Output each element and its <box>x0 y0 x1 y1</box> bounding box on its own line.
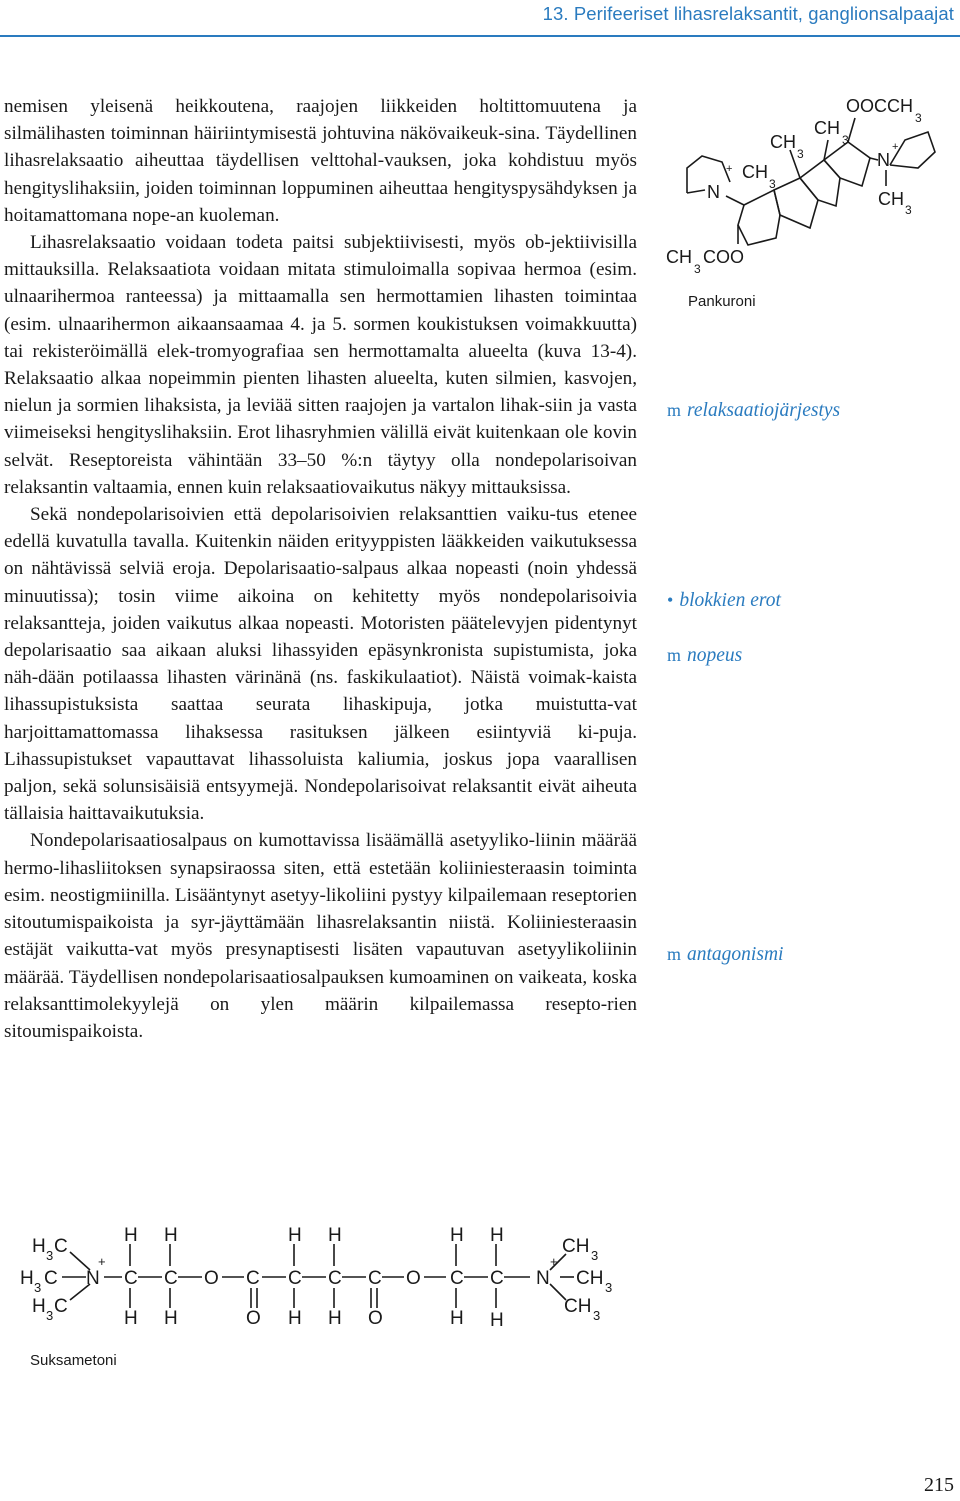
ch3-label: CH <box>742 162 768 182</box>
o-label: O <box>246 1308 261 1329</box>
marker-icon: m <box>667 645 682 665</box>
c-label: C <box>246 1268 260 1289</box>
h-label: H <box>450 1308 464 1329</box>
n-label: N <box>536 1268 550 1289</box>
ch3-label: CH <box>878 189 904 209</box>
chapter-header: 13. Perifeeriset lihasrelaksantit, ganglionsalpaajat <box>542 3 954 24</box>
ch-label: CH <box>564 1296 592 1317</box>
margin-note-blokkien-erot <box>667 590 781 612</box>
h-label: H <box>124 1225 138 1246</box>
ch-label: CH <box>576 1268 604 1289</box>
paragraph: Lihasrelaksaatio voidaan todeta paitsi subjektiivisesti, myös ob-jektiivisilla mittauksilla. Relaksaatiota voidaan mitata stimuloimalla sopivaa hermoa (esim. ulnaarihermoa ranteessa) ja mittaamalla sen hermottamien lihasten toimintaa (esim. ulnaarihermon aikaansaamaa 4. ja 5. sormen koukistuksen voimakkuutta) tai rekisteröimällä elek-tromyografiaa sen hermottamalta alueelta (kuva 13-4). Relaksaatio alkaa nopeimmin pienten lihasten alueelta, kuten silmien, kasvojen, nielun ja sormien lihaksista, ja leviää sitten raajojen ja vartalon lihak-siin ja vasta viimeiseksi hengityslihaksiin. Erot lihasryhmien välillä eivät kuitenkaan ole kovin selvät. Reseptoreista vähintään 33–50 %:n täytyy olla nondepolarisoivan relaksantin valtaamia, ennen kuin relaksaatiovaikutus näkyy mittauksissa. <box>4 232 637 498</box>
bullet-icon: • <box>667 590 674 610</box>
n-label: N <box>707 182 720 202</box>
c-label: C <box>124 1268 138 1289</box>
h-label: H <box>20 1268 34 1289</box>
h-label: H <box>124 1308 138 1329</box>
marker-icon: m <box>667 400 682 420</box>
charge-plus: + <box>892 141 899 153</box>
charge-plus: + <box>726 163 733 175</box>
h-label: H <box>490 1310 504 1331</box>
subscript: 3 <box>797 147 804 161</box>
subscript: 3 <box>34 1280 42 1295</box>
c-label: C <box>328 1268 342 1289</box>
h-label: H <box>450 1225 464 1246</box>
marker-icon: m <box>667 944 682 964</box>
margin-note-text: relaksaatiojärjestys <box>687 400 841 421</box>
page-number: 215 <box>924 1474 954 1496</box>
subscript: 3 <box>694 262 701 276</box>
h-label: H <box>288 1225 302 1246</box>
h-label: H <box>164 1225 178 1246</box>
suksametoni-caption: Suksametoni <box>30 1352 117 1369</box>
c-label: C <box>164 1268 178 1289</box>
pankuroni-caption: Pankuroni <box>688 293 756 310</box>
charge-plus: + <box>550 1254 558 1269</box>
c-label: C <box>490 1268 504 1289</box>
subscript: 3 <box>46 1248 54 1263</box>
acetate-label: CH <box>666 247 692 267</box>
margin-note-nopeus <box>667 645 742 667</box>
c-label: C <box>368 1268 382 1289</box>
o-label: O <box>406 1268 421 1289</box>
subscript: 3 <box>591 1248 599 1263</box>
paragraph: nemisen yleisenä heikkoutena, raajojen liikkeiden holtittomuutena ja silmälihasten toiminnan häiriintymisestä johtuvina näkövaikeuk-sina. Täydellinen lihasrelaksaatio aiheuttaa täydellisen velttohal-vauksen, joka kohdistuu myös hengityslihaksiin, joiden toiminnan loppuminen aiheuttaa hengityspysähdyksen ja hoitamattomana nope-an kuoleman. <box>4 96 637 226</box>
subscript: 3 <box>769 177 776 191</box>
ooc-label: OOCCH <box>846 96 913 116</box>
o-label: O <box>204 1268 219 1289</box>
margin-note-text: nopeus <box>687 645 743 666</box>
c-label: C <box>288 1268 302 1289</box>
o-label: O <box>368 1308 383 1329</box>
h-label: H <box>32 1296 46 1317</box>
subscript: 3 <box>46 1308 54 1323</box>
subscript: 3 <box>915 111 922 125</box>
paragraph: Sekä nondepolarisoivien että depolarisoivien relaksanttien vaiku-tus etenee edellä kuvatulla tavalla. Kuitenkin näiden erityyppisten lääkkeiden vaikutuksessa on nähtävissä selviä eroja. Depolarisaatio-salpaus alkaa nopeasti (noin yhdessä minuutissa); tosin viime aikoina on kehitetty myös nondepolarisoivia relaksantteja, joiden vaikutus alkaa nopeasti. Motoristen päätelevyjen pidentynyt depolarisaatio saa aikaan aluksi lihassyiden epäsynkronista supistumista, joka näh-dään potilaassa lihasten värinänä (ns. faskikulaatiot). Näistä voimak-kaista lihassupistuksista saattaa seurata lihaskipuja, jotka muistutta-vat harjoittamattomassa lihaksessa rasituksen jälkeen esiintyviä ki-puja. Lihassupistukset vapauttavat lihassoluista kaliumia, joskus jopa vaarallisen paljon, sekä solunsisäisiä entsyymejä. Nondepolarisoivat relaksantit eivät aiheuta tällaisia haittavaikutuksia. <box>4 504 637 825</box>
pankuroni-structure <box>0 0 960 330</box>
h-label: H <box>328 1308 342 1329</box>
charge-plus: + <box>98 1254 106 1269</box>
h-label: H <box>490 1225 504 1246</box>
n-label: N <box>86 1268 100 1289</box>
paragraph: Nondepolarisaatiosalpaus on kumottavissa lisäämällä asetyyliko-liinin määrää hermo-lihasliitoksen synapsiraossa siten, että estetään koliiniesteraasin toiminta esim. neostigmiinilla. Lisääntynyt asetyy-likoliini pystyy kilpailemaan reseptorien sitoutumispaikoista ja syr-jäyttämään lihasrelaksantin niistä. Koliiniesteraasin estäjät vaikutta-vat myös presynaptisesti lisäten vapautuvan asetyylikoliinin määrää. Täydellisen nondepolarisaatiosalpauksen kumoaminen on vaikeata, koska relaksanttimolekyylejä on ylen määrin kilpailemassa resepto-rien sitoumispaikoista. <box>4 830 637 1042</box>
h-label: H <box>328 1225 342 1246</box>
margin-note-text: blokkien erot <box>679 590 781 611</box>
margin-note-text: antagonismi <box>687 944 784 965</box>
subscript: 3 <box>605 1280 613 1295</box>
c-label: C <box>44 1268 58 1289</box>
h-label: H <box>288 1308 302 1329</box>
margin-note-antagonismi <box>667 944 783 966</box>
c-label: C <box>54 1296 68 1317</box>
ch3-label: CH <box>814 118 840 138</box>
ch-label: CH <box>562 1236 590 1257</box>
c-label: C <box>54 1236 68 1257</box>
margin-note-relaksaatiojarjestys <box>667 400 840 422</box>
n-label: N <box>877 150 890 170</box>
h-label: H <box>32 1236 46 1257</box>
ch3-label: CH <box>770 132 796 152</box>
subscript: 3 <box>593 1308 601 1323</box>
c-label: C <box>450 1268 464 1289</box>
subscript: 3 <box>842 133 849 147</box>
coo-label: COO <box>703 247 745 267</box>
h-label: H <box>164 1308 178 1329</box>
subscript: 3 <box>905 203 912 217</box>
